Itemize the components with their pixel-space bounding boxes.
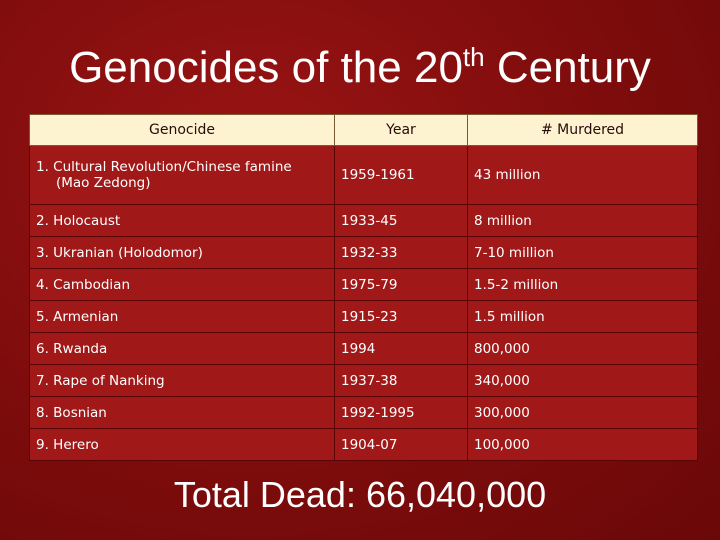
genocide-name-cell (30, 146, 335, 205)
slide-title (0, 38, 720, 103)
table-row (30, 397, 698, 429)
genocide-name: 1. Cultural Revolution/Chinese famine (36, 159, 292, 175)
year-cell: 1994 (335, 333, 468, 365)
year-cell: 1904-07 (335, 429, 468, 461)
year-cell: 1959-1961 (335, 146, 468, 205)
genocide-name-cell: 9. Herero (30, 429, 335, 461)
table-header-row (30, 115, 698, 146)
year-cell: 1975-79 (335, 269, 468, 301)
genocide-name-cell: 8. Bosnian (30, 397, 335, 429)
murdered-cell: 1.5 million (468, 301, 698, 333)
total-dead: Total Dead: 66,040,000 (173, 474, 547, 515)
murdered-cell: 43 million (468, 146, 698, 205)
table-row (30, 205, 698, 237)
genocide-name-cell: 3. Ukranian (Holodomor) (30, 237, 335, 269)
genocide-name-cell: 4. Cambodian (30, 269, 335, 301)
genocide-name-note: (Mao Zedong) (56, 175, 151, 191)
murdered-cell: 300,000 (468, 397, 698, 429)
year-cell: 1932-33 (335, 237, 468, 269)
table-row (30, 269, 698, 301)
murdered-cell: 1.5-2 million (468, 269, 698, 301)
genocide-name-cell: 6. Rwanda (30, 333, 335, 365)
header-year: Year (335, 115, 468, 146)
year-cell: 1933-45 (335, 205, 468, 237)
table-row (30, 237, 698, 269)
genocide-name-cell: 7. Rape of Nanking (30, 365, 335, 397)
genocide-table (29, 114, 698, 461)
year-cell: 1992-1995 (335, 397, 468, 429)
year-cell: 1915-23 (335, 301, 468, 333)
murdered-cell: 8 million (468, 205, 698, 237)
table-row (30, 429, 698, 461)
murdered-cell: 7-10 million (468, 237, 698, 269)
table-row (30, 333, 698, 365)
genocide-name-cell: 2. Holocaust (30, 205, 335, 237)
murdered-cell: 100,000 (468, 429, 698, 461)
murdered-cell: 340,000 (468, 365, 698, 397)
genocide-name-cell: 5. Armenian (30, 301, 335, 333)
slide-title-tail: Century (484, 43, 651, 92)
slide-title-main: Genocides of the 20 (69, 43, 463, 92)
slide-title-superscript: th (462, 42, 485, 72)
header-murdered: # Murdered (468, 115, 698, 146)
murdered-cell: 800,000 (468, 333, 698, 365)
table-row (30, 146, 698, 205)
year-cell: 1937-38 (335, 365, 468, 397)
table-row (30, 301, 698, 333)
table-row (30, 365, 698, 397)
header-genocide: Genocide (30, 115, 335, 146)
